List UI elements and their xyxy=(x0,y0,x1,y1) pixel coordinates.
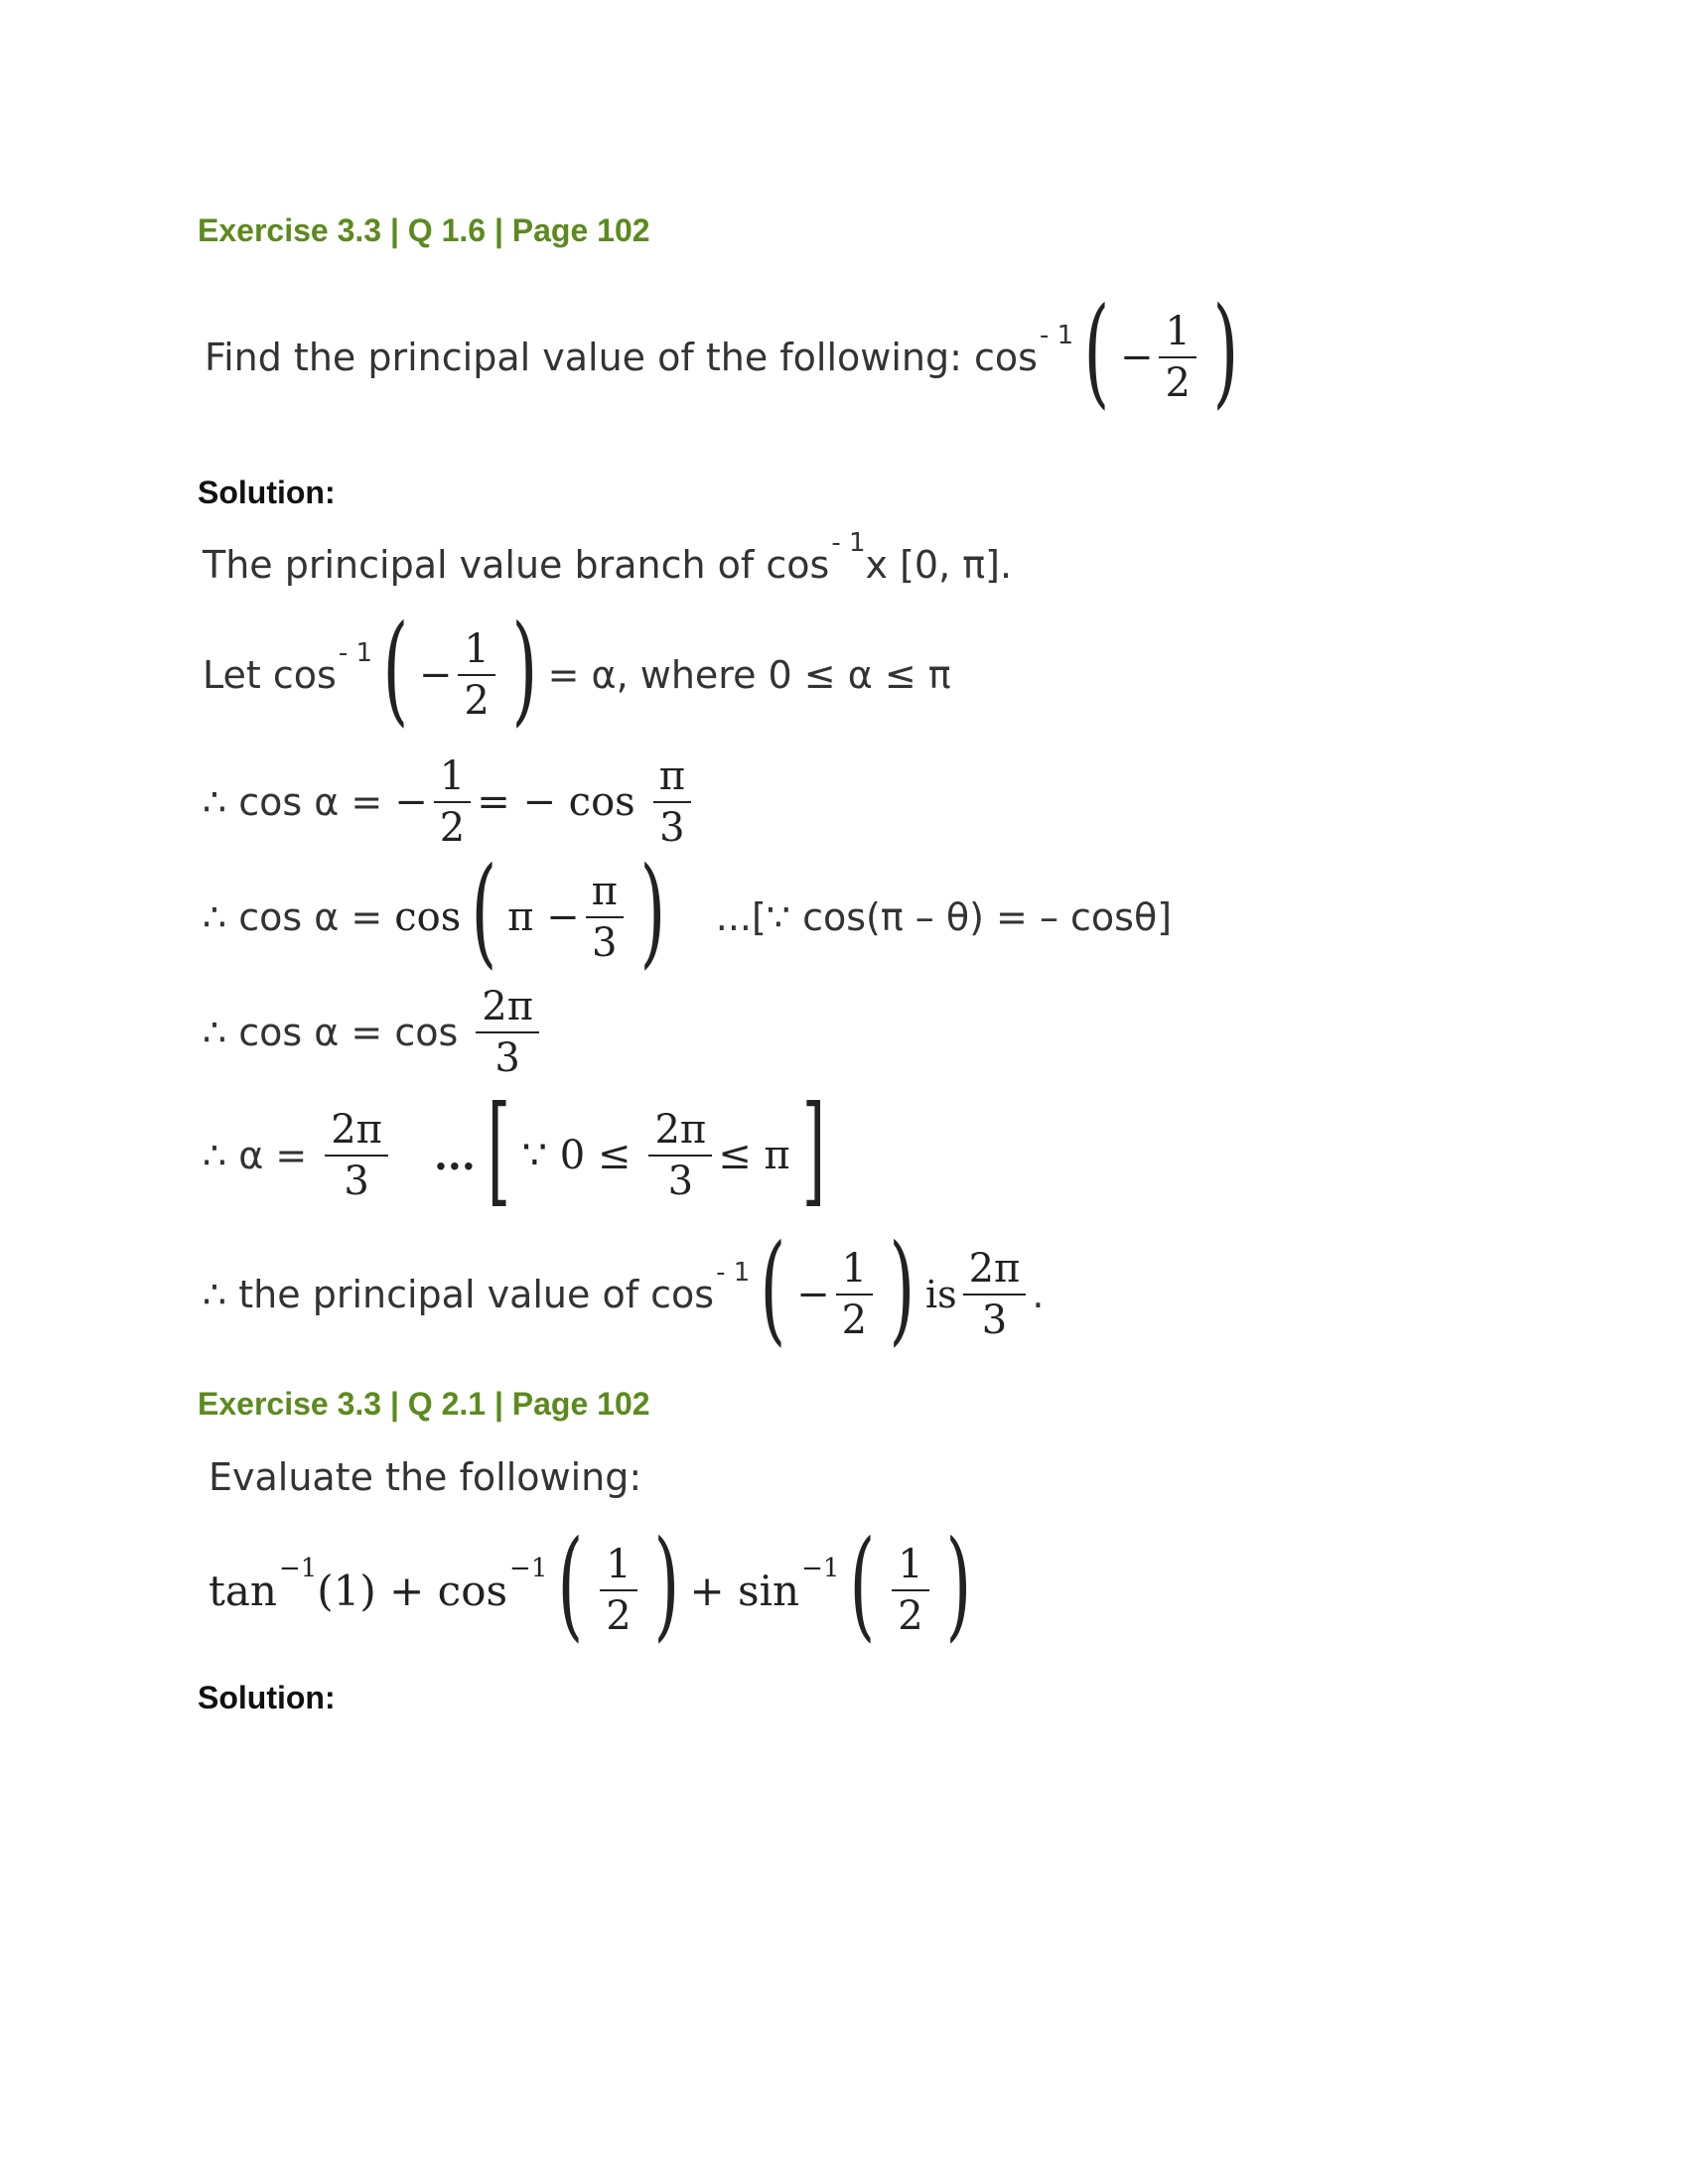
fraction-denominator: 2 xyxy=(606,1593,632,1639)
inverse-superscript: - 1 xyxy=(831,528,866,558)
fraction-denominator: 3 xyxy=(981,1297,1008,1343)
inverse-superscript: - 1 xyxy=(1039,321,1074,350)
equals-minus-cos: = − cos xyxy=(477,779,635,825)
fraction-two-pi-third xyxy=(648,1109,712,1202)
fraction-denominator: 3 xyxy=(667,1159,694,1204)
line-text: ∴ α = xyxy=(203,1134,308,1177)
fraction-denominator: 2 xyxy=(898,1593,923,1639)
fraction-denominator: 3 xyxy=(344,1159,369,1204)
line-text-end: x [0, π]. xyxy=(865,543,1013,587)
fraction-one-half xyxy=(1159,311,1196,404)
fraction-numerator: 1 xyxy=(458,628,494,676)
fraction-numerator: 1 xyxy=(600,1544,636,1591)
solution-line-4 xyxy=(203,843,1173,981)
left-paren: ( xyxy=(760,1220,786,1358)
solution-line-3 xyxy=(203,745,697,860)
line-text: ∴ the principal value of cos xyxy=(203,1273,715,1316)
right-paren: ) xyxy=(653,1516,679,1654)
bracket-text: ∵ 0 ≤ xyxy=(521,1133,632,1178)
exercise-heading-q1-6: Exercise 3.3 | Q 1.6 | Page 102 xyxy=(198,212,650,248)
right-bracket: ] xyxy=(801,1081,825,1219)
left-paren: ( xyxy=(1083,283,1110,421)
tan-argument-plus-cos: (1) + cos xyxy=(317,1566,508,1615)
solution-label-2: Solution: xyxy=(198,1680,336,1715)
solution-line-5 xyxy=(203,975,545,1090)
line-text: The principal value branch of cos xyxy=(203,543,830,587)
fraction-two-pi-third xyxy=(325,1109,388,1202)
exercise-heading-q2-1: Exercise 3.3 | Q 2.1 | Page 102 xyxy=(198,1386,650,1422)
tan-function: tan xyxy=(209,1566,277,1615)
fraction-pi-third xyxy=(586,871,624,964)
question-1-6 xyxy=(205,283,1249,421)
line-text: Let cos xyxy=(203,653,337,697)
inverse-superscript: - 1 xyxy=(716,1258,751,1288)
question-text: Find the principal value of the following: cos xyxy=(205,336,1038,379)
pi-minus: π − xyxy=(507,894,580,940)
intro-text: Evaluate the following: xyxy=(209,1455,642,1499)
cos-function: cos xyxy=(394,894,462,940)
fraction-one-half xyxy=(836,1248,873,1341)
minus-sign: − xyxy=(796,1272,830,1317)
question-2-1-intro xyxy=(209,1447,641,1507)
fraction-denominator: 3 xyxy=(592,920,618,966)
fraction-numerator: 2π xyxy=(325,1109,388,1157)
plus-sin: + sin xyxy=(689,1566,800,1615)
fraction-numerator: 1 xyxy=(434,755,471,803)
fraction-denominator: 3 xyxy=(659,805,685,851)
fraction-numerator: 1 xyxy=(892,1544,928,1591)
fraction-one-half xyxy=(434,755,471,849)
right-paren: ) xyxy=(639,843,666,981)
fraction-denominator: 2 xyxy=(1165,360,1191,406)
left-paren: ( xyxy=(382,601,409,739)
fraction-numerator: 1 xyxy=(1159,311,1196,358)
question-2-1-expression xyxy=(209,1516,982,1654)
fraction-numerator: π xyxy=(653,755,691,803)
fraction-numerator: 1 xyxy=(836,1248,873,1296)
fraction-denominator: 3 xyxy=(494,1035,520,1081)
right-paren: ) xyxy=(1212,283,1239,421)
line-text: ∴ cos α = cos xyxy=(203,1011,459,1054)
fraction-one-half xyxy=(458,628,494,722)
inverse-superscript: −1 xyxy=(278,1554,318,1583)
fraction-numerator: π xyxy=(586,871,624,918)
fraction-denominator: 2 xyxy=(439,805,466,851)
solution-line-1 xyxy=(203,528,1013,594)
left-paren: ( xyxy=(557,1516,584,1654)
fraction-pi-third xyxy=(653,755,691,849)
minus-sign: − xyxy=(418,652,453,698)
fraction-denominator: 2 xyxy=(464,678,490,724)
left-paren: ( xyxy=(849,1516,876,1654)
fraction-two-pi-third xyxy=(476,986,539,1079)
solution-line-7 xyxy=(203,1220,1045,1358)
period: . xyxy=(1032,1273,1045,1316)
ellipsis: ... xyxy=(433,1132,476,1179)
solution-line-2 xyxy=(203,601,951,739)
solution-line-6 xyxy=(203,1081,837,1219)
fraction-one-half xyxy=(892,1544,928,1637)
fraction-numerator: 2π xyxy=(963,1248,1027,1296)
solution-label-1: Solution: xyxy=(198,475,336,510)
minus-sign: − xyxy=(1119,335,1154,380)
fraction-one-half xyxy=(600,1544,636,1637)
inverse-superscript: −1 xyxy=(801,1554,840,1583)
left-bracket: [ xyxy=(487,1081,510,1219)
left-paren: ( xyxy=(471,843,497,981)
fraction-denominator: 2 xyxy=(841,1297,868,1343)
is-word: is xyxy=(924,1273,957,1316)
identity-note: ...[∵ cos(π – θ) = – cosθ] xyxy=(715,895,1173,939)
line-text: ∴ cos α = xyxy=(203,780,383,824)
line-text-end: = α, where 0 ≤ α ≤ π xyxy=(547,653,951,697)
fraction-numerator: 2π xyxy=(476,986,539,1033)
right-paren: ) xyxy=(511,601,538,739)
bracket-text-end: ≤ π xyxy=(718,1133,790,1178)
line-text: ∴ cos α = xyxy=(203,895,383,939)
inverse-superscript: −1 xyxy=(509,1554,548,1583)
fraction-numerator: 2π xyxy=(648,1109,712,1157)
right-paren: ) xyxy=(889,1220,915,1358)
right-paren: ) xyxy=(945,1516,971,1654)
minus-sign: − xyxy=(394,779,428,825)
inverse-superscript: - 1 xyxy=(338,638,373,668)
fraction-two-pi-third xyxy=(963,1248,1027,1341)
